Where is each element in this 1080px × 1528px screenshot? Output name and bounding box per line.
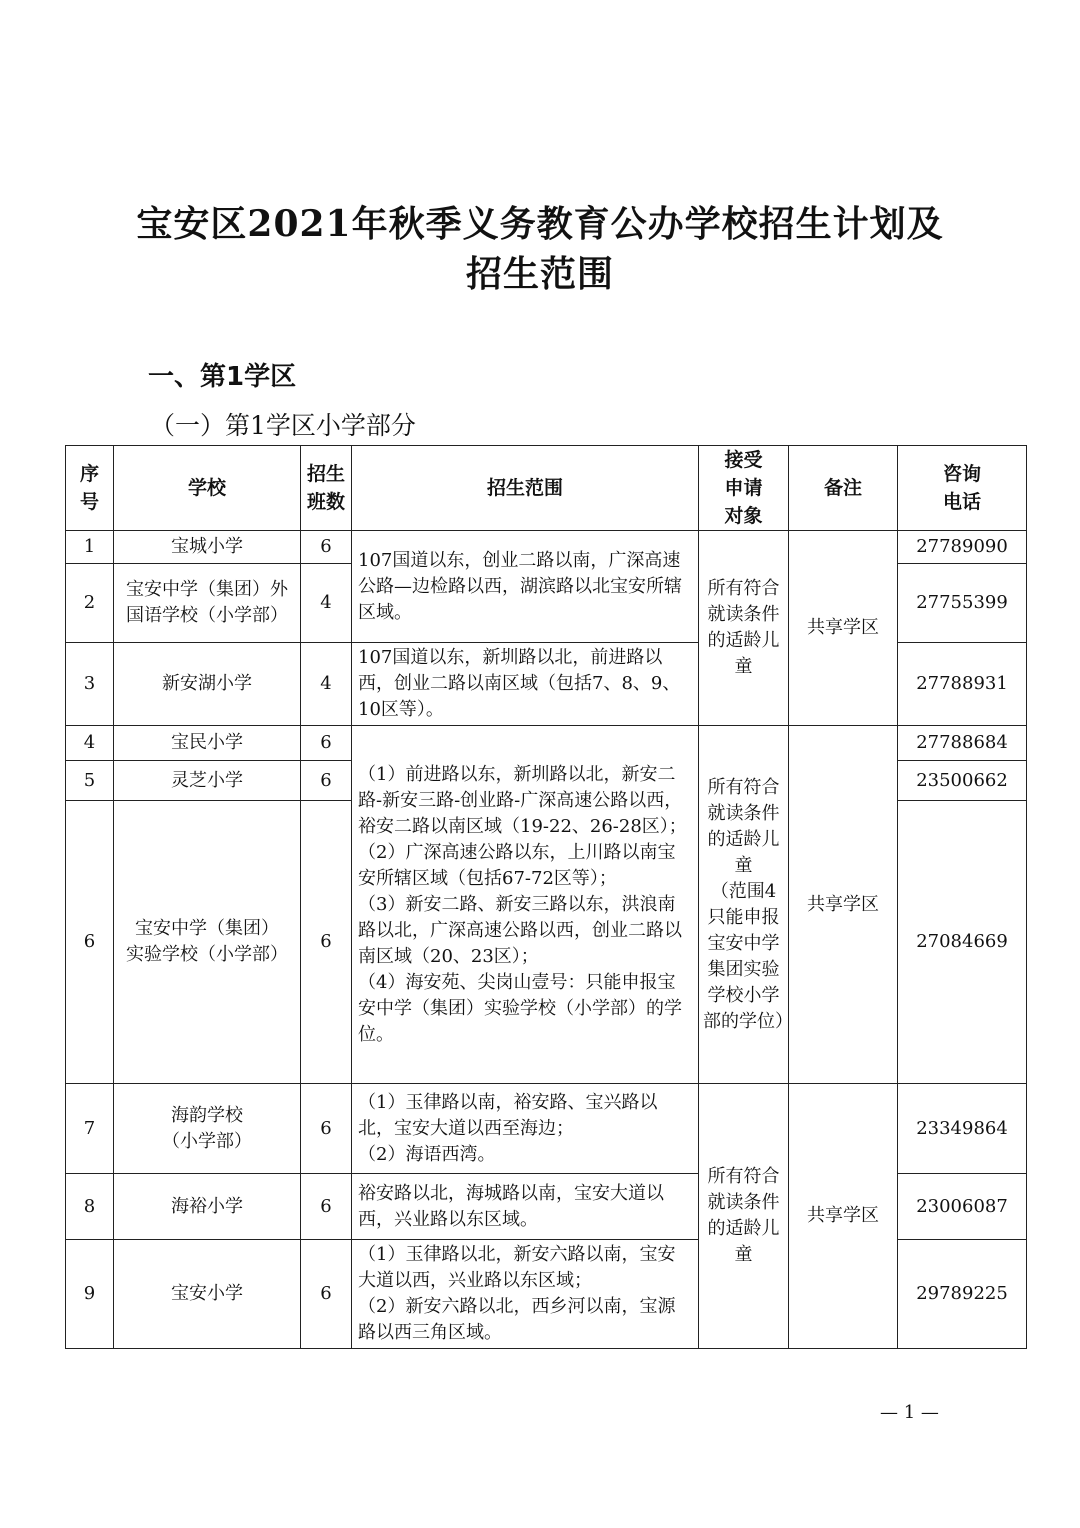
row-scope: （1）玉律路以北，新安六路以南，宝安大道以西，兴业路以东区域； （2）新安六路以北，西乡河以南，宝源路以西三角区域。: [352, 1240, 699, 1349]
section-heading: 一、第1学区: [148, 362, 297, 392]
row-school: 海韵学校 （小学部）: [114, 1084, 301, 1174]
row-no: 7: [66, 1084, 114, 1174]
row-school: 海裕小学: [114, 1174, 301, 1240]
header-no: 序 号: [66, 446, 114, 531]
table-row: [66, 531, 1027, 564]
row-phone: 29789225: [898, 1240, 1027, 1349]
row-school: 宝城小学: [114, 531, 301, 564]
table-header-row: [66, 446, 1027, 531]
row-phone: 27788684: [898, 726, 1027, 761]
row-no: 3: [66, 643, 114, 726]
header-school: 学校: [114, 446, 301, 531]
row-no: 5: [66, 761, 114, 801]
row-phone: 27789090: [898, 531, 1027, 564]
row-classes: 6: [301, 1084, 352, 1174]
section-subheading: （一）第1学区小学部分: [150, 411, 416, 440]
row-phone: 27084669: [898, 801, 1027, 1084]
header-classes: 招生 班数: [301, 446, 352, 531]
header-phone: 咨询 电话: [898, 446, 1027, 531]
row-scope: 裕安路以北，海城路以南，宝安大道以西，兴业路以东区域。: [352, 1174, 699, 1240]
row-no: 9: [66, 1240, 114, 1349]
row-school: 宝安小学: [114, 1240, 301, 1349]
row-phone: 23500662: [898, 761, 1027, 801]
table-row: [66, 1084, 1027, 1174]
row-phone: 27788931: [898, 643, 1027, 726]
row-phone: 23006087: [898, 1174, 1027, 1240]
row-classes: 6: [301, 726, 352, 761]
row-classes: 6: [301, 801, 352, 1084]
row-note: 共享学区: [789, 531, 898, 726]
row-no: 4: [66, 726, 114, 761]
header-scope: 招生范围: [352, 446, 699, 531]
document-title-line2: 招生范围: [465, 253, 614, 295]
row-school: 宝安中学（集团）外国语学校（小学部）: [114, 564, 301, 643]
row-no: 2: [66, 564, 114, 643]
row-target: 所有符合就读条件的适龄儿童 （范围4只能申报宝安中学集团实验学校小学部的学位）: [699, 726, 789, 1084]
row-no: 1: [66, 531, 114, 564]
row-classes: 6: [301, 531, 352, 564]
row-target: 所有符合就读条件的适龄儿童: [699, 531, 789, 726]
row-school: 新安湖小学: [114, 643, 301, 726]
row-no: 8: [66, 1174, 114, 1240]
enrollment-table: [65, 445, 1027, 1349]
row-school: 宝民小学: [114, 726, 301, 761]
table-row: [66, 726, 1027, 761]
row-classes: 4: [301, 564, 352, 643]
header-target: 接受 申请 对象: [699, 446, 789, 531]
row-school: 宝安中学（集团） 实验学校（小学部）: [114, 801, 301, 1084]
page-number: — 1 —: [880, 1402, 939, 1423]
document-title-line1: 宝安区2021年秋季义务教育公办学校招生计划及: [136, 203, 944, 245]
row-school: 灵芝小学: [114, 761, 301, 801]
row-phone: 27755399: [898, 564, 1027, 643]
header-note: 备注: [789, 446, 898, 531]
row-classes: 6: [301, 1240, 352, 1349]
row-classes: 6: [301, 761, 352, 801]
row-scope: 107国道以东，新圳路以北，前进路以西，创业二路以南区域（包括7、8、9、10区等）。: [352, 643, 699, 726]
row-phone: 23349864: [898, 1084, 1027, 1174]
row-scope: （1）前进路以东，新圳路以北，新安二路-新安三路-创业路-广深高速公路以西，裕安二路以南区域（19-22、26-28区）； （2）广深高速公路以东，上川路以南宝安所辖区域（包括67-72区等）； （3）新安二路、新安三路以东，洪浪南路以北，广深高速公路以西，创业二路以南区域（20、23区）； （4）海安苑、尖岗山壹号：只能申报宝安中学（集团）实验学校（小学部）的学位。: [352, 726, 699, 1084]
row-no: 6: [66, 801, 114, 1084]
row-classes: 6: [301, 1174, 352, 1240]
row-note: 共享学区: [789, 726, 898, 1084]
row-note: 共享学区: [789, 1084, 898, 1349]
row-scope: 107国道以东，创业二路以南，广深高速公路—边检路以西，湖滨路以北宝安所辖区域。: [352, 531, 699, 643]
row-target: 所有符合就读条件的适龄儿童: [699, 1084, 789, 1349]
row-scope: （1）玉律路以南，裕安路、宝兴路以北，宝安大道以西至海边； （2）海语西湾。: [352, 1084, 699, 1174]
row-classes: 4: [301, 643, 352, 726]
